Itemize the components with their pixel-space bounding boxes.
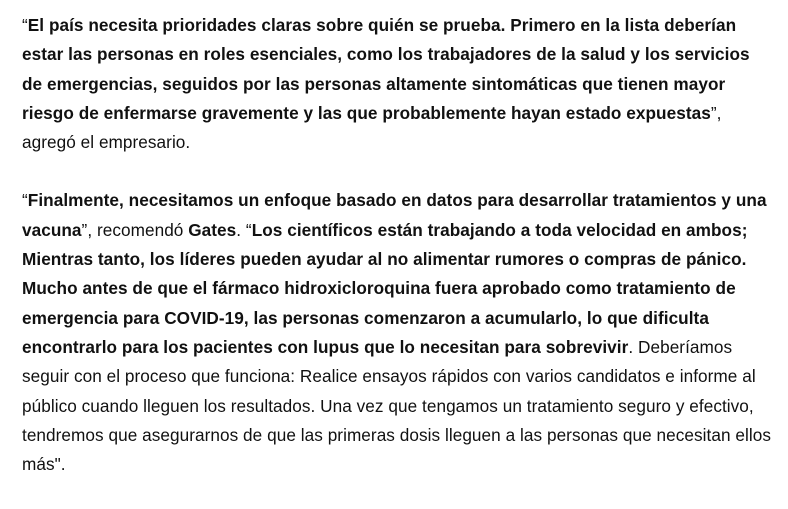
- quote-testing-priorities: El país necesita prioridades claras sobre quién se prueba. Primero en la lista deberían estar las personas en roles esenciales, como los trabajadores de la salud y los servicios de emergencias, seguidos por las personas altamente sintomáticas que tienen mayor riesgo de enfermarse gravemente y las que probablemente hayan estado expuestas: [22, 15, 750, 123]
- quote-data-approach: Finalmente, necesitamos un enfoque basado en datos para desarrollar tratamientos y una vacuna: [22, 190, 767, 240]
- opening-quote-mark: “: [22, 15, 28, 35]
- paragraph-treatments-vaccine: [22, 186, 772, 479]
- paragraph-testing-priorities: [22, 11, 772, 157]
- opening-quote-mark: “: [22, 190, 28, 211]
- attribution-empresario: ”, agregó el empresario.: [22, 102, 722, 153]
- speaker-name: Gates: [188, 219, 237, 240]
- attribution-recomendo: ”, recomendó: [81, 219, 189, 240]
- quote-scientists: Los científicos están trabajando a toda velocidad en ambos; Mientras tanto, los líderes pueden ayudar al no alimentar rumores o compras de pánico. Mucho antes de que el fármaco hidroxicloroquina fuera aprobado como tratamiento de emergencia para COVID-19, las personas comenzaron a acumularlo, lo que dificulta encontrarlo para los pacientes con lupus que lo necesitan para sobrevivir: [22, 219, 748, 357]
- quote-separator: . “: [236, 219, 252, 240]
- quote-process-trials: . Deberíamos seguir con el proceso que funciona: Realice ensayos rápidos con varios candidatos e informe al público cuando lleguen los resultados. Una vez que tengamos un tratamiento seguro y efectivo, tendremos que asegurarnos de que las primeras dosis lleguen a las personas que necesitan ellos más".: [22, 336, 771, 475]
